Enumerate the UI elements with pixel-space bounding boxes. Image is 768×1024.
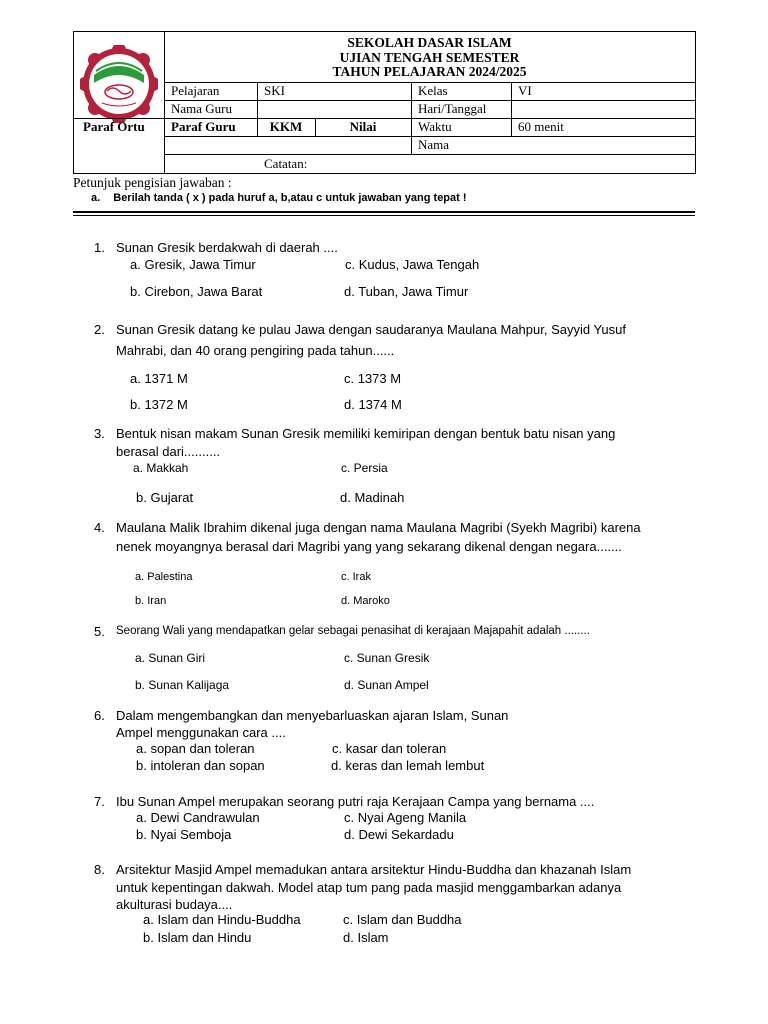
question-text: Sunan Gresik berdakwah di daerah .... [116,240,338,255]
question-4 [94,518,641,537]
option-c[interactable]: c. Nyai Ageng Manila [344,810,467,825]
paraf-guru-label: Paraf Guru [171,119,236,134]
divider [73,211,695,213]
exam-title-block [164,32,695,83]
nama-label: Nama [418,137,450,152]
school-logo-icon [80,45,158,123]
option-c[interactable]: c. Sunan Gresik [344,651,430,665]
nilai-label: Nilai [349,119,377,134]
option-c[interactable]: c. Kudus, Jawa Tengah [345,257,480,272]
question-7 [94,792,595,811]
option-c[interactable]: c. Islam dan Buddha [343,912,462,927]
question-number: 1. [94,240,105,255]
option-a[interactable]: a. Sunan Giri [135,651,206,665]
option-a[interactable]: a. Makkah [133,461,189,475]
question-text: Seorang Wali yang mendapatkan gelar sebagai penasihat di kerajaan Majapahit adalah ........ [116,625,590,637]
option-c[interactable]: c. Irak [341,571,371,583]
question-1 [94,238,338,257]
guru-label: Nama Guru [171,101,233,116]
question-number: 8. [94,862,105,877]
question-number: 4. [94,520,105,535]
option-d[interactable]: d. Madinah [340,490,405,505]
option-c[interactable]: c. Persia [341,461,388,475]
kkm-label: KKM [269,119,303,134]
question-text: Mahrabi, dan 40 orang pengiring pada tahun...... [116,343,395,358]
question-number: 6. [94,708,105,723]
question-8 [94,860,632,879]
option-b[interactable]: b. Sunan Kalijaga [135,678,230,692]
kelas-value: VI [518,83,532,98]
question-text: Dalam mengembangkan dan menyebarluaskan ajaran Islam, Sunan [116,708,509,723]
question-text: untuk kepentingan dakwah. Model atap tum pang pada masjid menggambarkan adanya [116,880,622,895]
option-b[interactable]: b. 1372 M [130,397,188,412]
option-a[interactable]: a. sopan dan toleran [136,741,255,756]
hari-label: Hari/Tanggal [418,101,487,116]
question-number: 7. [94,794,105,809]
option-d[interactable]: d. keras dan lemah lembut [331,758,485,773]
option-c[interactable]: c. 1373 M [344,371,402,386]
waktu-label: Waktu [418,119,452,134]
question-5 [94,622,590,642]
question-6 [94,706,509,725]
option-a[interactable]: a. 1371 M [130,371,188,386]
option-a[interactable]: a. Dewi Candrawulan [136,810,260,825]
question-2 [94,320,626,339]
option-d[interactable]: d. Islam [343,930,389,945]
question-number: 3. [94,426,105,441]
instruction-a-text: Berilah tanda ( x ) pada huruf a, b,atau c untuk jawaban yang tepat ! [113,192,467,204]
option-a[interactable]: a. Gresik, Jawa Timur [130,257,256,272]
question-number: 2. [94,322,105,337]
instruction-a-marker: a. [91,192,101,204]
option-d[interactable]: d. Dewi Sekardadu [344,827,454,842]
catatan-label: Catatan: [264,156,308,171]
option-d[interactable]: d. Maroko [341,595,390,607]
option-d[interactable]: d. 1374 M [344,397,402,412]
question-3 [94,424,616,443]
kelas-label: Kelas [418,83,448,98]
option-b[interactable]: b. Gujarat [136,490,194,505]
option-a[interactable]: a. Islam dan Hindu-Buddha [143,912,301,927]
option-b[interactable]: b. Nyai Semboja [136,827,232,842]
divider [73,215,695,216]
pelajaran-value: SKI [264,83,285,98]
question-text: Sunan Gresik datang ke pulau Jawa dengan saudaranya Maulana Mahpur, Sayyid Yusuf [116,322,626,337]
option-d[interactable]: d. Sunan Ampel [344,678,429,692]
option-d[interactable]: d. Tuban, Jawa Timur [344,284,469,299]
option-b[interactable]: b. Cirebon, Jawa Barat [130,284,263,299]
exam-header-table [73,31,696,174]
question-text: Maulana Malik Ibrahim dikenal juga dengan nama Maulana Magribi (Syekh Magribi) karena [116,520,641,535]
option-c[interactable]: c. kasar dan toleran [332,741,447,756]
option-a[interactable]: a. Palestina [135,571,193,583]
option-b[interactable]: b. Iran [135,595,167,607]
instruction-a [91,192,467,204]
question-number: 5. [94,624,105,639]
paraf-ortu-label: Paraf Ortu [83,119,145,134]
option-b[interactable]: b. intoleran dan sopan [136,758,265,773]
waktu-value: 60 menit [518,119,564,134]
question-text: berasal dari.......... [116,444,221,459]
exam-name: UJIAN TENGAH SEMESTER [339,49,520,65]
question-text: akulturasi budaya.... [116,897,233,912]
school-name: SEKOLAH DASAR ISLAM [347,35,512,50]
question-text: Ibu Sunan Ampel merupakan seorang putri raja Kerajaan Campa yang bernama .... [116,794,595,809]
question-text: Ampel menggunakan cara .... [116,725,286,740]
option-b[interactable]: b. Islam dan Hindu [143,930,252,945]
instruction-title: Petunjuk pengisian jawaban : [73,175,232,190]
question-text: Arsitektur Masjid Ampel memadukan antara arsitektur Hindu-Buddha dan khazanah Islam [116,862,632,877]
pelajaran-label: Pelajaran [171,83,220,98]
school-year: TAHUN PELAJARAN 2024/2025 [332,64,527,79]
question-text: Bentuk nisan makam Sunan Gresik memiliki kemiripan dengan bentuk batu nisan yang [116,426,616,441]
question-text: nenek moyangnya berasal dari Magribi yang yang sekarang dikenal dengan negara....... [116,539,622,554]
